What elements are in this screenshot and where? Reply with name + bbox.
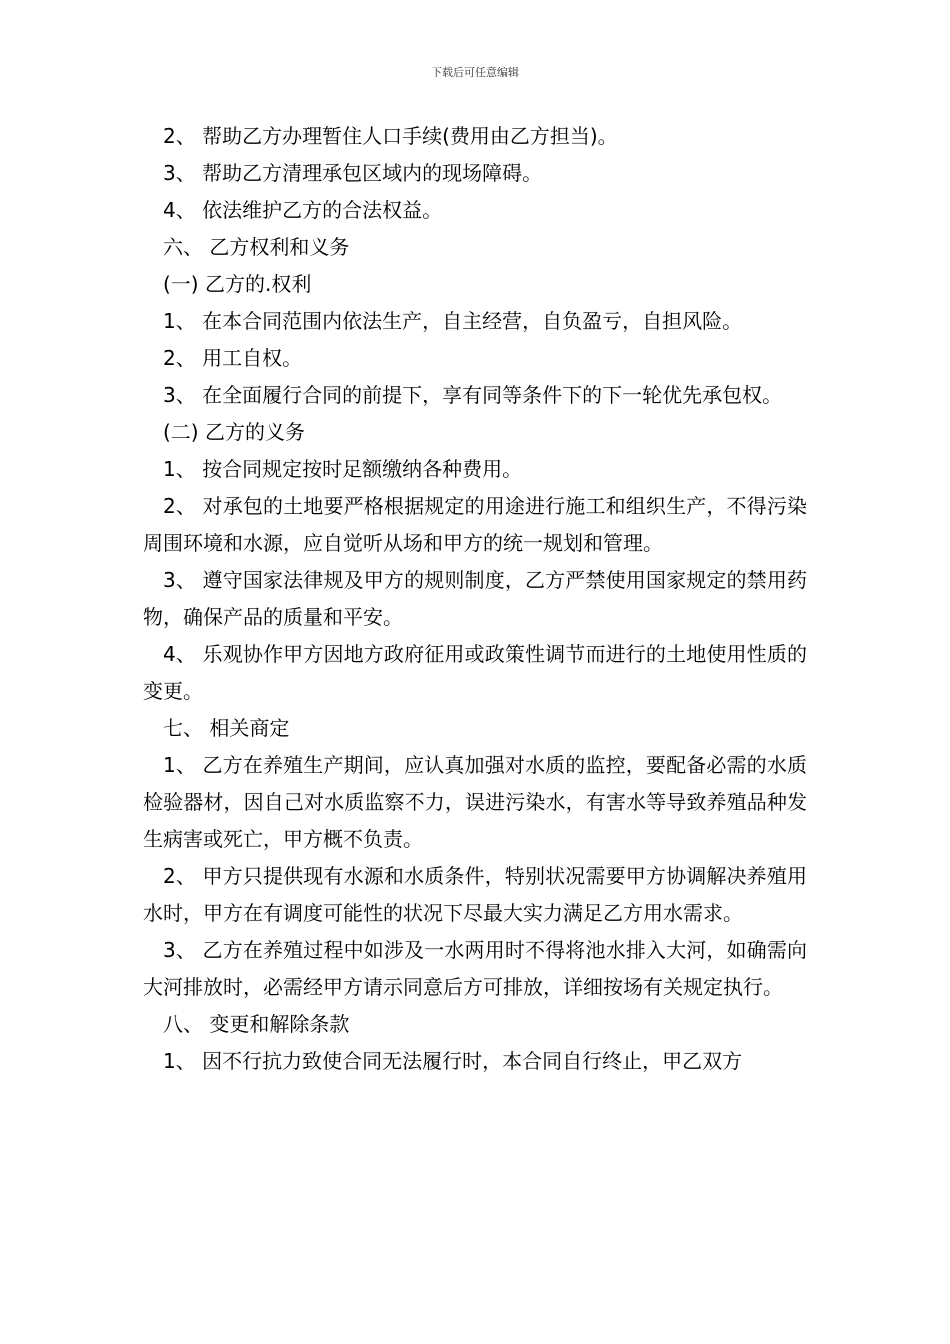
paragraph: 2、 甲方只提供现有水源和水质条件，特别状况需要甲方协调解决养殖用水时，甲方在有调度可能性的状况下尽最大实力满足乙方用水需求。 bbox=[143, 864, 807, 925]
paragraph: 1、 乙方在养殖生产期间，应认真加强对水质的监控，要配备必需的水质检验器材，因自己对水质监察不力，误进污染水，有害水等导致养殖品种发生病害或死亡，甲方概不负责。 bbox=[143, 753, 807, 851]
paragraph: 1、 按合同规定按时足额缴纳各种费用。 bbox=[163, 457, 523, 481]
paragraph: 3、 在全面履行合同的前提下，享有同等条件下的下一轮优先承包权。 bbox=[163, 383, 783, 407]
page-header: 下载后可任意编辑 bbox=[431, 66, 519, 79]
paragraph: 4、 乐观协作甲方因地方政府征用或政策性调节而进行的土地使用性质的变更。 bbox=[143, 642, 807, 703]
section-heading: 六、 乙方权利和义务 bbox=[163, 235, 350, 259]
section-heading: 七、 相关商定 bbox=[163, 716, 290, 740]
paragraph: 3、 帮助乙方清理承包区域内的现场障碍。 bbox=[163, 161, 543, 185]
section-heading: 八、 变更和解除条款 bbox=[163, 1012, 350, 1036]
document-body bbox=[143, 118, 807, 1080]
paragraph: 2、 帮助乙方办理暂住人口手续(费用由乙方担当)。 bbox=[163, 124, 618, 148]
paragraph: 3、 乙方在养殖过程中如涉及一水两用时不得将池水排入大河，如确需向大河排放时，必需经甲方请示同意后方可排放，详细按场有关规定执行。 bbox=[143, 938, 807, 999]
subsection-heading: (二) 乙方的义务 bbox=[163, 420, 305, 444]
paragraph: 2、 对承包的土地要严格根据规定的用途进行施工和组织生产，不得污染周围环境和水源，应自觉听从场和甲方的统一规划和管理。 bbox=[143, 494, 807, 555]
subsection-heading: (一) 乙方的.权利 bbox=[163, 272, 312, 296]
paragraph: 2、 用工自权。 bbox=[163, 346, 303, 370]
paragraph: 4、 依法维护乙方的合法权益。 bbox=[163, 198, 443, 222]
paragraph: 1、 在本合同范围内依法生产，自主经营，自负盈亏，自担风险。 bbox=[163, 309, 743, 333]
paragraph: 1、 因不行抗力致使合同无法履行时，本合同自行终止，甲乙双方 bbox=[163, 1049, 743, 1073]
paragraph: 3、 遵守国家法律规及甲方的规则制度，乙方严禁使用国家规定的禁用药物，确保产品的质量和平安。 bbox=[143, 568, 807, 629]
